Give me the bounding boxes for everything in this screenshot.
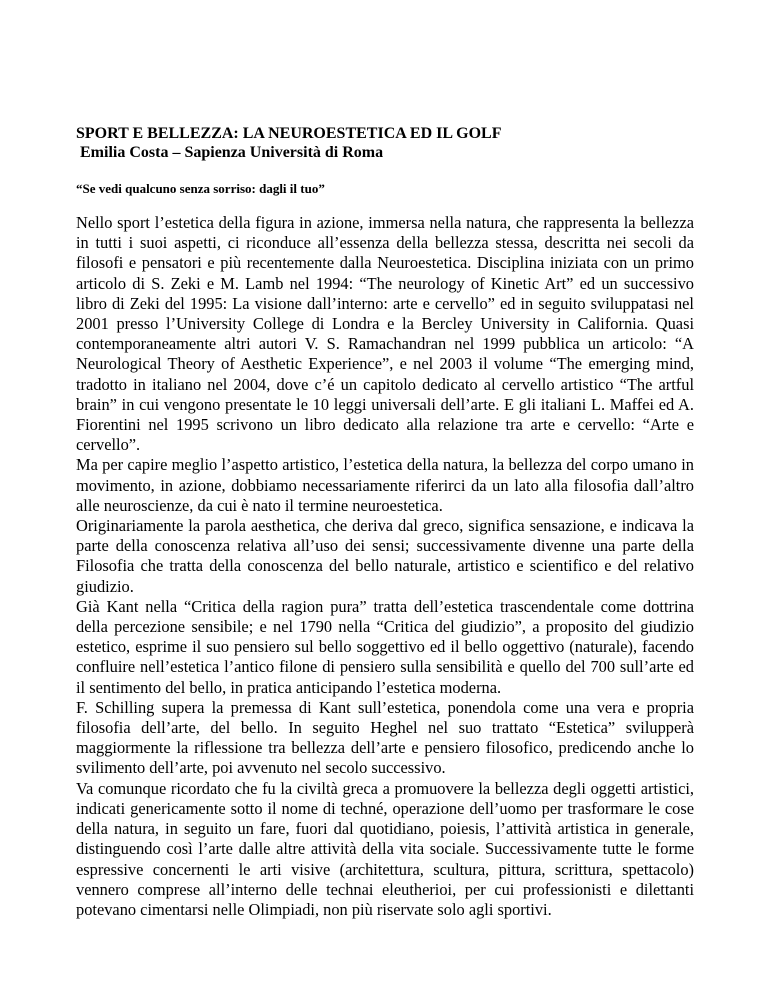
paragraph: F. Schilling supera la premessa di Kant sull’estetica, ponendola come una vera e propria filosofia dell’arte, del bello. In seguito Heghel nel suo trattato “Estetica” svilupperà maggiormente la riflessione tra bellezza dell’arte e pensiero filosofico, predicendo anche lo svilimento dell’arte, poi avvenuto nel secolo successivo. xyxy=(76,697,694,778)
author-line: Emilia Costa – Sapienza Università di Roma xyxy=(80,144,384,161)
paragraph: Nello sport l’estetica della figura in azione, immersa nella natura, che rappresenta la bellezza in tutti i suoi aspetti, ci riconduce all’essenza della bellezza stessa, descritta nei secoli da filosofi e pensatori e più recentemente dalla Neuroestetica. Disciplina iniziata con un primo articolo di S. Zeki e M. Lamb nel 1994: “The neurology of Kinetic Art” ed un successivo libro di Zeki del 1995: La visione dall’interno: arte e cervello” ed in seguito sviluppatasi nel 2001 presso l’University College di Londra e la Bercley University in California. Quasi contemporaneamente altri autori V. S. Ramachandran nel 1999 pubblica un articolo: “A Neurological Theory of Aesthetic Experience”, e nel 2003 il volume “The emerging mind, tradotto in italiano nel 2004, dove c’é un capitolo dedicato al cervello artistico “The artful brain” in cui vengono presentate le 10 leggi universali dell’arte. E gli italiani L. Maffei ed A. Fiorentini nel 1995 scrivono un libro dedicato alla relazione tra arte e cervello: “Arte e cervello”. xyxy=(76,213,694,455)
paragraph: Già Kant nella “Critica della ragion pura” tratta dell’estetica trascendentale come dottrina della percezione sensibile; e nel 1790 nella “Critica del giudizio”, a proposito del giudizio estetico, esprime il suo pensiero sul bello soggettivo ed il bello oggettivo (naturale), facendo confluire nell’estetica l’antico filone di pensiero sulla sensibilità e quello del 700 sull’arte ed il sentimento del bello, in pratica anticipando l’estetica moderna. xyxy=(76,596,694,697)
document-title: SPORT E BELLEZZA: LA NEUROESTETICA ED IL GOLF xyxy=(76,125,502,142)
paragraph: Originariamente la parola aesthetica, che deriva dal greco, significa sensazione, e indicava la parte della conoscenza relativa all’uso dei sensi; successivamente divenne una parte della Filosofia che tratta della conoscenza del bello naturale, artistico e scientifico e del relativo giudizio. xyxy=(76,516,694,596)
epigraph-quote: “Se vedi qualcuno senza sorriso: dagli il tuo” xyxy=(76,181,325,196)
paragraph: Va comunque ricordato che fu la civiltà greca a promuovere la bellezza degli oggetti artistici, indicati genericamente sotto il nome di techné, operazione dell’uomo per trasformare le cose della natura, in seguito un fare, fuori dal quotidiano, poiesis, l’attività artistica in generale, distinguendo così l’arte dalle altre attività della vita sociale. Successivamente tutte le forme espressive concernenti le arti visive (architettura, scultura, pittura, scrittura, spettacolo) vennero comprese all’interno delle technai eleutherioi, per cui professionisti e dilettanti potevano cimentarsi nelle Olimpiadi, non più riservate solo agli sportivi. xyxy=(76,778,694,919)
paragraph: Ma per capire meglio l’aspetto artistico, l’estetica della natura, la bellezza del corpo umano in movimento, in azione, dobbiamo necessariamente riferirci da un lato alla filosofia dall’altro alle neuroscienze, da cui è nato il termine neuroestetica. xyxy=(76,455,694,515)
body-text xyxy=(76,213,694,920)
